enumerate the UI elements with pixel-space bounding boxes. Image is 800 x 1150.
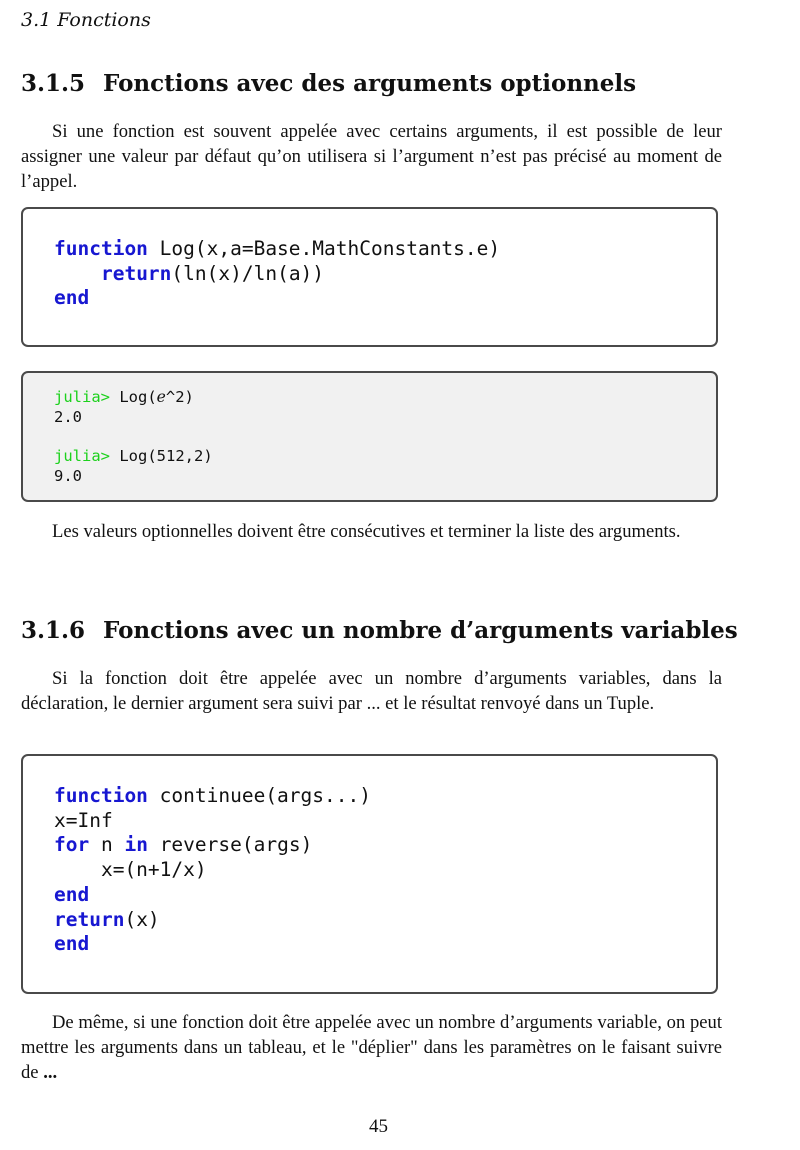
paragraph-variadic-intro: Si la fonction doit être appelée avec un nombre d’arguments variables, dans la déclaration, le dernier argument sera suivi par ... et le résultat renvoyé dans un Tuple. [21,668,722,714]
section-title: Fonctions avec un nombre d’arguments variables [103,617,738,644]
section-title: Fonctions avec des arguments optionnels [103,70,637,97]
repl-input: Log(512,2) [110,447,213,466]
paragraph-optional-args-intro: Si une fonction est souvent appelée avec certains arguments, il est possible de leur assigner une valeur par défaut qu’on utilisera si l’argument n’est pas précisé au moment de l’appel. [21,121,722,192]
code-text: continuee(args...) [147,784,371,807]
repl-input: ^2) [165,388,194,406]
code-keyword: function [54,237,148,260]
section-number: 3.1.5 [21,70,86,97]
code-keyword: function [54,784,148,807]
code-text: reverse(args) [147,833,313,857]
section-heading-3-1-5 [21,70,636,97]
code-keyword: end [54,286,90,310]
section-heading-3-1-6 [21,617,738,644]
repl-input: Log( [110,388,157,406]
repl-output-block [21,371,718,502]
paragraph-optional-args-note: Les valeurs optionnelles doivent être consécutives et terminer la liste des arguments. [52,521,681,542]
paragraph-text: De même, si une fonction doit être appelée avec un nombre d’arguments variable, on peut mettre les arguments dans un tableau, et le "déplier" dans les paramètres on le faisant suivre de [21,1012,722,1083]
repl-math-e: e [156,388,166,406]
section-number: 3.1.6 [21,617,86,644]
code-text: (ln(x)/ln(a)) [171,261,325,285]
repl-output: 9.0 [54,466,82,485]
code-text: Log(x,a=Base.MathConstants.e) [147,237,501,260]
code-text: n [89,833,125,857]
code-keyword: end [54,882,90,906]
code-text: (x) [124,907,160,931]
code-keyword: return [54,907,125,931]
repl-prompt: julia> [54,447,110,466]
code-keyword: for [54,833,90,857]
repl-output: 2.0 [54,407,82,426]
code-text: x=(n+1/x) [54,858,207,882]
page-number: 45 [369,1116,388,1137]
code-keyword: return [100,261,172,285]
code-block-log-function [21,207,718,347]
paragraph-splat-note [21,1010,722,1085]
running-head: 3.1 Fonctions [21,9,151,31]
splat-operator: ... [43,1062,58,1083]
code-text: x=Inf [54,808,113,832]
code-block-continuee-function [21,754,718,994]
code-indent [54,262,101,285]
code-keyword: in [124,833,148,857]
code-keyword: end [54,932,90,956]
repl-prompt: julia> [54,388,110,406]
